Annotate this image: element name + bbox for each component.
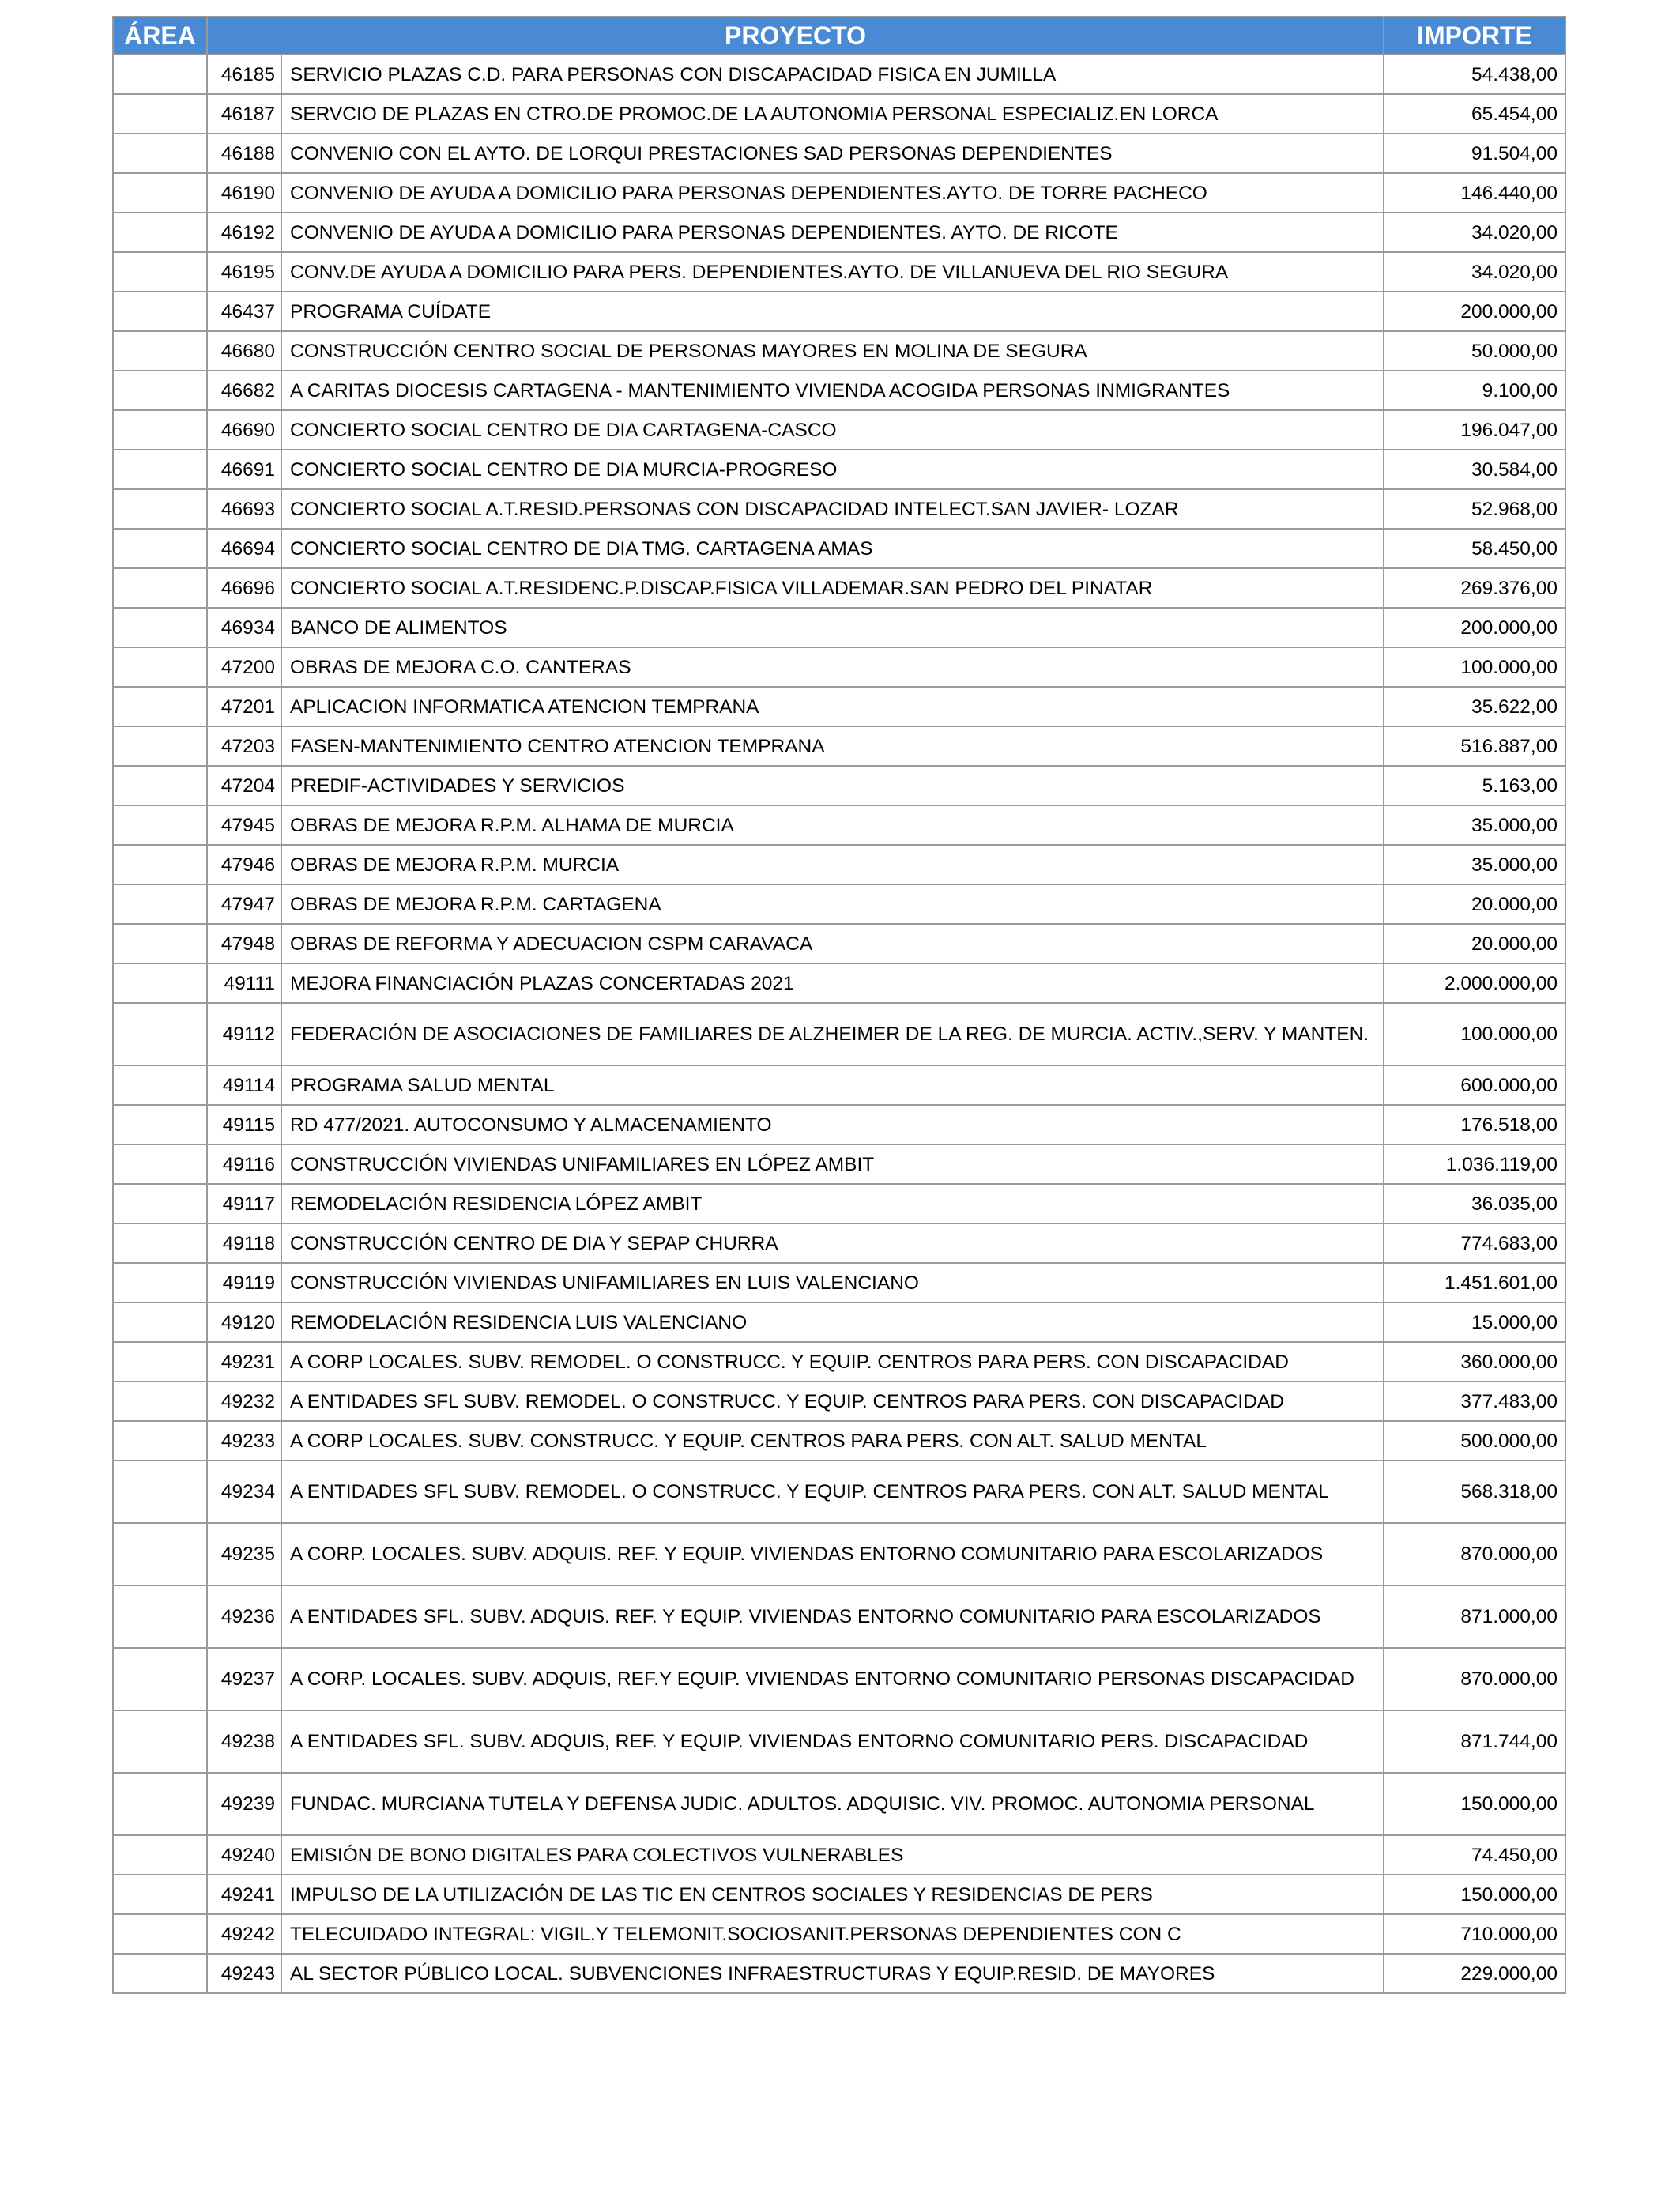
cell-area [113,331,207,371]
cell-area [113,134,207,173]
cell-importe: 58.450,00 [1384,529,1565,568]
cell-project-code: 46691 [207,450,281,489]
header-importe: IMPORTE [1384,17,1565,55]
cell-project-code: 46680 [207,331,281,371]
cell-project-description: CONVENIO DE AYUDA A DOMICILIO PARA PERSONAS DEPENDIENTES.AYTO. DE TORRE PACHECO [281,173,1384,213]
cell-importe: 871.744,00 [1384,1710,1565,1773]
cell-project-description: A CORP LOCALES. SUBV. REMODEL. O CONSTRUCC. Y EQUIP. CENTROS PARA PERS. CON DISCAPACIDAD [281,1342,1384,1382]
cell-project-code: 49115 [207,1105,281,1144]
cell-importe: 35.000,00 [1384,845,1565,884]
cell-importe: 150.000,00 [1384,1773,1565,1835]
table-row [113,1914,1565,1954]
table-row [113,410,1565,450]
cell-area [113,1914,207,1954]
cell-importe: 35.622,00 [1384,687,1565,726]
cell-project-description: CONCIERTO SOCIAL A.T.RESID.PERSONAS CON DISCAPACIDAD INTELECT.SAN JAVIER- LOZAR [281,489,1384,529]
cell-area [113,1461,207,1523]
cell-project-code: 47948 [207,924,281,963]
cell-importe: 500.000,00 [1384,1421,1565,1461]
cell-area [113,568,207,608]
cell-area [113,845,207,884]
cell-project-description: CONCIERTO SOCIAL CENTRO DE DIA MURCIA-PROGRESO [281,450,1384,489]
budget-table [112,16,1566,1994]
cell-importe: 710.000,00 [1384,1914,1565,1954]
cell-project-code: 46682 [207,371,281,410]
cell-project-description: A ENTIDADES SFL SUBV. REMODEL. O CONSTRUCC. Y EQUIP. CENTROS PARA PERS. CON DISCAPACIDAD [281,1382,1384,1421]
cell-area [113,529,207,568]
cell-importe: 20.000,00 [1384,924,1565,963]
cell-area [113,1263,207,1302]
cell-project-code: 46934 [207,608,281,647]
cell-importe: 360.000,00 [1384,1342,1565,1382]
cell-project-code: 47947 [207,884,281,924]
cell-project-description: CONVENIO CON EL AYTO. DE LORQUI PRESTACIONES SAD PERSONAS DEPENDIENTES [281,134,1384,173]
cell-area [113,647,207,687]
cell-project-description: CONSTRUCCIÓN VIVIENDAS UNIFAMILIARES EN LUIS VALENCIANO [281,1263,1384,1302]
cell-project-description: SERVICIO PLAZAS C.D. PARA PERSONAS CON DISCAPACIDAD FISICA EN JUMILLA [281,55,1384,94]
header-row [113,17,1565,55]
cell-project-code: 46185 [207,55,281,94]
table-row [113,1065,1565,1105]
cell-project-description: CONSTRUCCIÓN CENTRO DE DIA Y SEPAP CHURRA [281,1223,1384,1263]
cell-project-description: A ENTIDADES SFL SUBV. REMODEL. O CONSTRUCC. Y EQUIP. CENTROS PARA PERS. CON ALT. SALUD MENTAL [281,1461,1384,1523]
cell-importe: 9.100,00 [1384,371,1565,410]
table-row [113,1105,1565,1144]
cell-importe: 34.020,00 [1384,213,1565,252]
cell-area [113,1382,207,1421]
cell-area [113,884,207,924]
cell-importe: 229.000,00 [1384,1954,1565,1993]
cell-project-description: OBRAS DE MEJORA R.P.M. ALHAMA DE MURCIA [281,805,1384,845]
cell-project-description: CONVENIO DE AYUDA A DOMICILIO PARA PERSONAS DEPENDIENTES. AYTO. DE RICOTE [281,213,1384,252]
cell-importe: 146.440,00 [1384,173,1565,213]
header-area: ÁREA [113,17,207,55]
cell-project-code: 47201 [207,687,281,726]
cell-importe: 377.483,00 [1384,1382,1565,1421]
cell-importe: 100.000,00 [1384,647,1565,687]
cell-area [113,55,207,94]
cell-area [113,94,207,134]
cell-project-description: FASEN-MANTENIMIENTO CENTRO ATENCION TEMPRANA [281,726,1384,766]
cell-area [113,726,207,766]
table-row [113,1954,1565,1993]
cell-area [113,1342,207,1382]
table-row [113,450,1565,489]
table-row [113,1223,1565,1263]
cell-project-description: REMODELACIÓN RESIDENCIA LUIS VALENCIANO [281,1302,1384,1342]
cell-project-description: APLICACION INFORMATICA ATENCION TEMPRANA [281,687,1384,726]
cell-project-code: 49116 [207,1144,281,1184]
table-row [113,252,1565,292]
cell-project-description: A ENTIDADES SFL. SUBV. ADQUIS, REF. Y EQUIP. VIVIENDAS ENTORNO COMUNITARIO PERS. DISCAPACIDAD [281,1710,1384,1773]
cell-project-code: 49119 [207,1263,281,1302]
cell-area [113,766,207,805]
cell-importe: 150.000,00 [1384,1875,1565,1914]
cell-project-code: 49237 [207,1648,281,1710]
table-row [113,924,1565,963]
table-row [113,805,1565,845]
cell-project-description: PREDIF-ACTIVIDADES Y SERVICIOS [281,766,1384,805]
cell-area [113,1144,207,1184]
cell-importe: 516.887,00 [1384,726,1565,766]
cell-importe: 65.454,00 [1384,94,1565,134]
cell-importe: 1.451.601,00 [1384,1263,1565,1302]
cell-project-description: OBRAS DE REFORMA Y ADECUACION CSPM CARAVACA [281,924,1384,963]
cell-area [113,1773,207,1835]
cell-project-description: SERVCIO DE PLAZAS EN CTRO.DE PROMOC.DE LA AUTONOMIA PERSONAL ESPECIALIZ.EN LORCA [281,94,1384,134]
cell-importe: 36.035,00 [1384,1184,1565,1223]
table-row [113,213,1565,252]
cell-project-description: EMISIÓN DE BONO DIGITALES PARA COLECTIVOS VULNERABLES [281,1835,1384,1875]
cell-project-code: 46190 [207,173,281,213]
table-row [113,1144,1565,1184]
cell-area [113,687,207,726]
cell-area [113,371,207,410]
cell-importe: 52.968,00 [1384,489,1565,529]
table-row [113,1648,1565,1710]
cell-project-description: IMPULSO DE LA UTILIZACIÓN DE LAS TIC EN CENTROS SOCIALES Y RESIDENCIAS DE PERS [281,1875,1384,1914]
table-row [113,845,1565,884]
cell-project-code: 46187 [207,94,281,134]
cell-project-description: A CORP. LOCALES. SUBV. ADQUIS, REF.Y EQUIP. VIVIENDAS ENTORNO COMUNITARIO PERSONAS DISCAPACIDAD [281,1648,1384,1710]
cell-project-description: PROGRAMA CUÍDATE [281,292,1384,331]
table-row [113,1461,1565,1523]
cell-project-description: CONSTRUCCIÓN VIVIENDAS UNIFAMILIARES EN LÓPEZ AMBIT [281,1144,1384,1184]
cell-project-code: 47200 [207,647,281,687]
table-row [113,55,1565,94]
cell-project-description: RD 477/2021. AUTOCONSUMO Y ALMACENAMIENTO [281,1105,1384,1144]
cell-importe: 200.000,00 [1384,608,1565,647]
cell-project-code: 49242 [207,1914,281,1954]
cell-importe: 30.584,00 [1384,450,1565,489]
table-row [113,726,1565,766]
cell-project-code: 49231 [207,1342,281,1382]
cell-project-code: 49112 [207,1003,281,1065]
cell-area [113,1065,207,1105]
cell-project-description: TELECUIDADO INTEGRAL: VIGIL.Y TELEMONIT.SOCIOSANIT.PERSONAS DEPENDIENTES CON C [281,1914,1384,1954]
table-header [113,17,1565,55]
cell-project-code: 49111 [207,963,281,1003]
cell-project-description: FUNDAC. MURCIANA TUTELA Y DEFENSA JUDIC. ADULTOS. ADQUISIC. VIV. PROMOC. AUTONOMIA PERSONAL [281,1773,1384,1835]
cell-importe: 91.504,00 [1384,134,1565,173]
cell-project-description: CONV.DE AYUDA A DOMICILIO PARA PERS. DEPENDIENTES.AYTO. DE VILLANUEVA DEL RIO SEGURA [281,252,1384,292]
cell-area [113,1223,207,1263]
cell-project-description: A CARITAS DIOCESIS CARTAGENA - MANTENIMIENTO VIVIENDA ACOGIDA PERSONAS INMIGRANTES [281,371,1384,410]
cell-area [113,410,207,450]
cell-project-code: 46690 [207,410,281,450]
cell-importe: 34.020,00 [1384,252,1565,292]
cell-area [113,1835,207,1875]
cell-project-code: 49114 [207,1065,281,1105]
cell-area [113,292,207,331]
cell-project-code: 47203 [207,726,281,766]
table-row [113,173,1565,213]
cell-project-code: 49235 [207,1523,281,1585]
cell-project-code: 49243 [207,1954,281,1993]
cell-area [113,1523,207,1585]
cell-area [113,608,207,647]
cell-importe: 200.000,00 [1384,292,1565,331]
cell-importe: 15.000,00 [1384,1302,1565,1342]
cell-project-description: REMODELACIÓN RESIDENCIA LÓPEZ AMBIT [281,1184,1384,1223]
table-row [113,1523,1565,1585]
cell-project-code: 49233 [207,1421,281,1461]
table-body [113,55,1565,1993]
cell-project-description: FEDERACIÓN DE ASOCIACIONES DE FAMILIARES DE ALZHEIMER DE LA REG. DE MURCIA. ACTIV.,SERV. Y MANTEN. [281,1003,1384,1065]
cell-importe: 74.450,00 [1384,1835,1565,1875]
cell-importe: 54.438,00 [1384,55,1565,94]
table-row [113,1263,1565,1302]
cell-importe: 100.000,00 [1384,1003,1565,1065]
cell-area [113,1954,207,1993]
cell-area [113,489,207,529]
cell-importe: 600.000,00 [1384,1065,1565,1105]
cell-importe: 269.376,00 [1384,568,1565,608]
cell-importe: 35.000,00 [1384,805,1565,845]
cell-area [113,1105,207,1144]
cell-project-code: 47946 [207,845,281,884]
table-row [113,292,1565,331]
cell-project-code: 49117 [207,1184,281,1223]
cell-importe: 1.036.119,00 [1384,1144,1565,1184]
table-row [113,529,1565,568]
table-row [113,134,1565,173]
cell-project-description: BANCO DE ALIMENTOS [281,608,1384,647]
cell-project-description: A CORP LOCALES. SUBV. CONSTRUCC. Y EQUIP. CENTROS PARA PERS. CON ALT. SALUD MENTAL [281,1421,1384,1461]
cell-importe: 870.000,00 [1384,1648,1565,1710]
cell-project-code: 49234 [207,1461,281,1523]
cell-importe: 870.000,00 [1384,1523,1565,1585]
cell-importe: 2.000.000,00 [1384,963,1565,1003]
cell-area [113,1003,207,1065]
cell-project-description: CONCIERTO SOCIAL CENTRO DE DIA CARTAGENA-CASCO [281,410,1384,450]
cell-importe: 176.518,00 [1384,1105,1565,1144]
cell-project-description: CONSTRUCCIÓN CENTRO SOCIAL DE PERSONAS MAYORES EN MOLINA DE SEGURA [281,331,1384,371]
table-row [113,1421,1565,1461]
cell-project-description: PROGRAMA SALUD MENTAL [281,1065,1384,1105]
cell-area [113,173,207,213]
cell-importe: 871.000,00 [1384,1585,1565,1648]
cell-project-code: 49238 [207,1710,281,1773]
cell-project-code: 49118 [207,1223,281,1263]
cell-project-description: AL SECTOR PÚBLICO LOCAL. SUBVENCIONES INFRAESTRUCTURAS Y EQUIP.RESID. DE MAYORES [281,1954,1384,1993]
cell-importe: 50.000,00 [1384,331,1565,371]
table-row [113,608,1565,647]
cell-project-code: 46195 [207,252,281,292]
cell-area [113,1302,207,1342]
table-row [113,1342,1565,1382]
cell-area [113,450,207,489]
cell-project-description: CONCIERTO SOCIAL CENTRO DE DIA TMG. CARTAGENA AMAS [281,529,1384,568]
cell-area [113,252,207,292]
table-row [113,1003,1565,1065]
table-row [113,568,1565,608]
table-row [113,489,1565,529]
table-row [113,647,1565,687]
table-row [113,1585,1565,1648]
cell-project-code: 49241 [207,1875,281,1914]
cell-area [113,1875,207,1914]
cell-project-code: 46188 [207,134,281,173]
table-row [113,371,1565,410]
cell-project-code: 49236 [207,1585,281,1648]
cell-area [113,1421,207,1461]
cell-importe: 196.047,00 [1384,410,1565,450]
cell-area [113,924,207,963]
cell-importe: 20.000,00 [1384,884,1565,924]
table-row [113,1710,1565,1773]
cell-project-code: 49240 [207,1835,281,1875]
table-row [113,766,1565,805]
cell-area [113,213,207,252]
cell-project-code: 46693 [207,489,281,529]
table-row [113,94,1565,134]
cell-project-description: OBRAS DE MEJORA C.O. CANTERAS [281,647,1384,687]
cell-project-code: 46694 [207,529,281,568]
table-row [113,1302,1565,1342]
cell-area [113,1184,207,1223]
table-row [113,1184,1565,1223]
cell-project-description: A ENTIDADES SFL. SUBV. ADQUIS. REF. Y EQUIP. VIVIENDAS ENTORNO COMUNITARIO PARA ESCOLARIZADOS [281,1585,1384,1648]
cell-project-code: 46192 [207,213,281,252]
cell-importe: 774.683,00 [1384,1223,1565,1263]
cell-project-code: 49239 [207,1773,281,1835]
table-row [113,331,1565,371]
cell-project-code: 47204 [207,766,281,805]
cell-project-code: 46437 [207,292,281,331]
cell-project-description: MEJORA FINANCIACIÓN PLAZAS CONCERTADAS 2021 [281,963,1384,1003]
cell-area [113,1648,207,1710]
cell-project-description: CONCIERTO SOCIAL A.T.RESIDENC.P.DISCAP.FISICA VILLADEMAR.SAN PEDRO DEL PINATAR [281,568,1384,608]
table-row [113,1773,1565,1835]
cell-project-description: A CORP. LOCALES. SUBV. ADQUIS. REF. Y EQUIP. VIVIENDAS ENTORNO COMUNITARIO PARA ESCOLARIZADOS [281,1523,1384,1585]
cell-importe: 5.163,00 [1384,766,1565,805]
table-row [113,687,1565,726]
header-proyecto: PROYECTO [207,17,1384,55]
cell-project-code: 46696 [207,568,281,608]
table-row [113,884,1565,924]
cell-area [113,963,207,1003]
table-row [113,1875,1565,1914]
cell-project-description: OBRAS DE MEJORA R.P.M. CARTAGENA [281,884,1384,924]
table-row [113,963,1565,1003]
cell-area [113,1710,207,1773]
cell-project-description: OBRAS DE MEJORA R.P.M. MURCIA [281,845,1384,884]
cell-area [113,1585,207,1648]
table-row [113,1835,1565,1875]
cell-importe: 568.318,00 [1384,1461,1565,1523]
cell-project-code: 47945 [207,805,281,845]
cell-area [113,805,207,845]
table-row [113,1382,1565,1421]
cell-project-code: 49232 [207,1382,281,1421]
cell-project-code: 49120 [207,1302,281,1342]
